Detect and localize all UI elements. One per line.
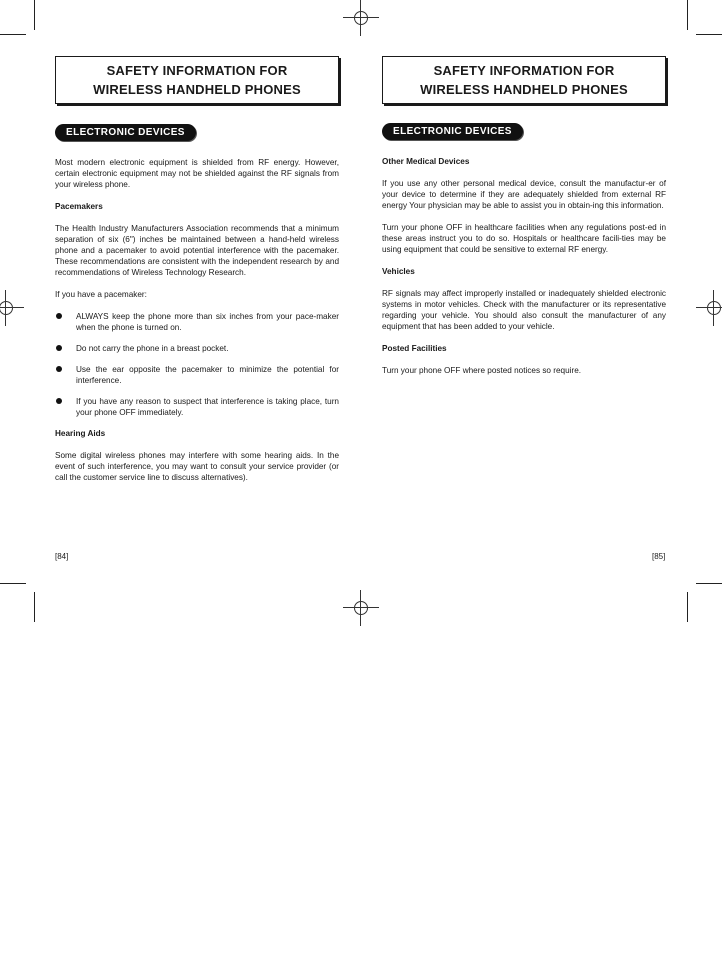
bullet-text: Use the ear opposite the pacemaker to minimize the potential for interference. [76,365,339,385]
bullet-text: ALWAYS keep the phone more than six inches from your pace-maker when the phone is turned on. [76,312,339,332]
title-line-1: SAFETY INFORMATION FOR [106,63,288,78]
section-tab: ELECTRONIC DEVICES [382,123,523,140]
posted-facilities-heading: Posted Facilities [382,344,447,353]
vehicles-paragraph: RF signals may affect improperly installed or inadequately shielded electronic systems in motor vehicles. Check with the manufacturer or its representative regarding your vehicle. You should also consult the manufacturer of any equipment that has been added to your vehicle. [382,289,666,331]
crop-mark [34,0,35,30]
page-body [55,157,339,483]
crop-mark [687,592,688,622]
title-line-2: WIRELESS HANDHELD PHONES [93,82,301,97]
medical-devices-heading: Other Medical Devices [382,157,470,166]
crop-mark [0,34,26,35]
bullet-icon [56,398,62,404]
bullet-text: Do not carry the phone in a breast pocket. [76,344,229,353]
posted-facilities-paragraph: Turn your phone OFF where posted notices so require. [382,366,582,375]
crop-mark [34,592,35,622]
title-line-2: WIRELESS HANDHELD PHONES [420,82,628,97]
bullet-icon [56,345,62,351]
page-title [382,56,666,104]
list-item [55,343,339,354]
healthcare-paragraph: Turn your phone OFF in healthcare facilities when any regulations post-ed in these areas instruct you to do so. Hospitals or healthcare facili-ties may be using equipment that could be sensitive to external RF energy. [382,223,666,254]
registration-mark-icon [343,0,379,36]
list-item [55,311,339,333]
title-line-1: SAFETY INFORMATION FOR [433,63,615,78]
page-number-left: [84] [55,552,69,561]
page-body [382,156,666,376]
hearing-aids-paragraph: Some digital wireless phones may interfere with some hearing aids. In the event of such interference, you may want to consult your service provider (or call the customer service line to discuss alternatives). [55,451,339,482]
pacemakers-heading: Pacemakers [55,202,103,211]
vehicles-heading: Vehicles [382,267,415,276]
bullet-icon [56,313,62,319]
right-page [382,56,666,387]
crop-mark [687,0,688,30]
page-title [55,56,339,104]
page-number-right: [85] [652,552,666,561]
registration-mark-icon [696,290,722,326]
pacemakers-paragraph: The Health Industry Manufacturers Association recommends that a minimum separation of six (6") inches be maintained between a hand-held wireless phone and a pacemaker to avoid potential interference with the pacemaker. These recommendations are consistent with the independent research by and recommendations of Wireless Technology Research. [55,224,339,277]
pacemaker-lead: If you have a pacemaker: [55,290,147,299]
bullet-text: If you have any reason to suspect that interference is taking place, turn your phone OFF immediately. [76,397,339,417]
crop-mark [0,583,26,584]
left-page [55,56,339,494]
pacemaker-bullet-list [55,311,339,418]
list-item [55,396,339,418]
hearing-aids-heading: Hearing Aids [55,429,106,438]
registration-mark-icon [0,290,24,326]
crop-mark [696,34,722,35]
section-tab: ELECTRONIC DEVICES [55,124,196,141]
medical-devices-paragraph: If you use any other personal medical device, consult the manufactur-er of your device to determine if they are adequately shielded from external RF energy Your physician may be able to assist you in obtain-ing this information. [382,179,666,210]
list-item [55,364,339,386]
bullet-icon [56,366,62,372]
registration-mark-icon [343,590,379,626]
crop-mark [696,583,722,584]
intro-paragraph: Most modern electronic equipment is shielded from RF energy. However, certain electronic equipment may not be shielded against the RF signals from your wireless phone. [55,158,339,189]
